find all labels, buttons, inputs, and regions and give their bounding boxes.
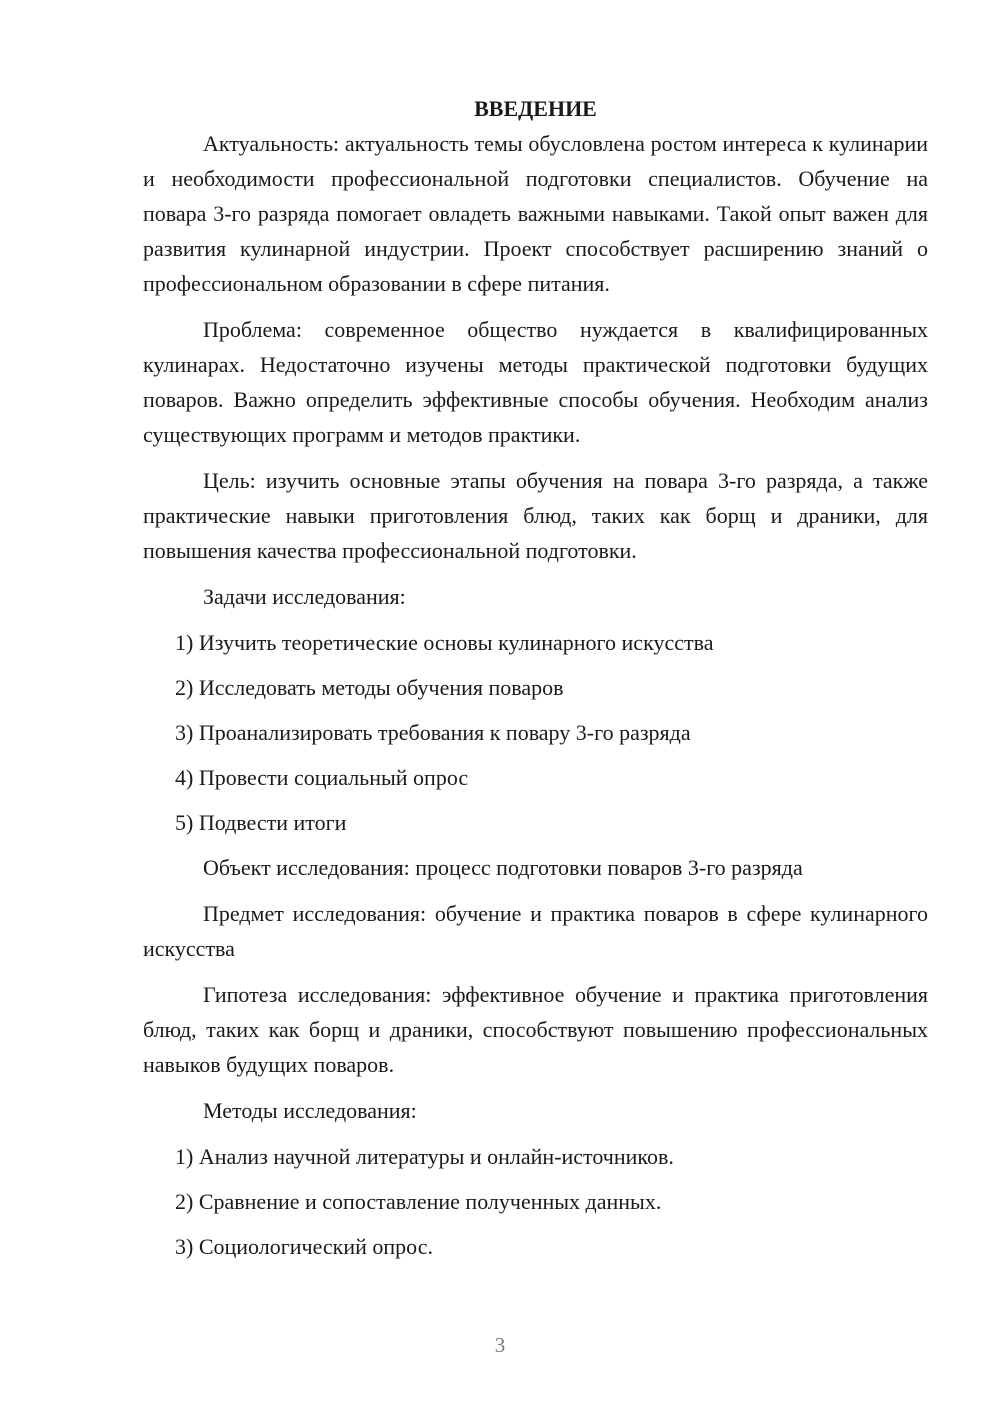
list-item: 1) Изучить теоретические основы кулинарного искусства (175, 630, 714, 655)
object-paragraph: Объект исследования: процесс подготовки поваров 3-го разряда (203, 855, 803, 880)
subject-paragraph: Предмет исследования: обучение и практика поваров в сфере кулинарного искусства (143, 901, 928, 961)
list-item: 3) Социологический опрос. (175, 1234, 433, 1259)
tasks-list (143, 625, 928, 840)
list-item: 3) Проанализировать требования к повару 3-го разряда (175, 720, 691, 745)
goal-paragraph: Цель: изучить основные этапы обучения на повара 3-го разряда, а также практические навыки приготовления блюд, таких как борщ и драники, для повышения качества профессиональной подготовки. (143, 468, 928, 563)
hypothesis-paragraph: Гипотеза исследования: эффективное обучение и практика приготовления блюд, таких как борщ и драники, способствуют повышению профессиональных навыков будущих поваров. (143, 982, 928, 1077)
tasks-title: Задачи исследования: (203, 584, 406, 609)
list-item: 1) Анализ научной литературы и онлайн-источников. (175, 1144, 674, 1169)
list-item: 5) Подвести итоги (175, 810, 347, 835)
list-item: 2) Исследовать методы обучения поваров (175, 675, 564, 700)
problem-paragraph: Проблема: современное общество нуждается в квалифицированных кулинарах. Недостаточно изучены методы практической подготовки будущих поваров. Важно определить эффективные способы обучения. Необходим анализ существующих программ и методов практики. (143, 317, 928, 447)
methods-title: Методы исследования: (203, 1098, 417, 1123)
methods-list (143, 1139, 928, 1264)
list-item: 2) Сравнение и сопоставление полученных данных. (175, 1189, 662, 1214)
list-item: 4) Провести социальный опрос (175, 765, 469, 790)
page-number: 3 (494, 1333, 506, 1357)
relevance-paragraph: Актуальность: актуальность темы обусловлена ростом интереса к кулинарии и необходимости профессиональной подготовки специалистов. Обучение на повара 3-го разряда помогает овладеть важными навыками. Такой опыт важен для развития кулинарной индустрии. Проект способствует расширению знаний о профессиональном образовании в сфере питания. (143, 131, 928, 296)
document-page (143, 92, 928, 1274)
section-heading: ВВЕДЕНИЕ (474, 96, 597, 121)
